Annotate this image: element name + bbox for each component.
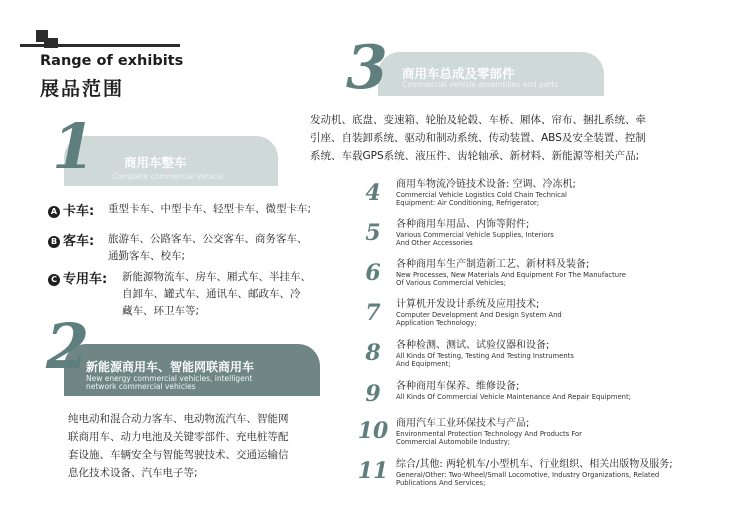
section-3-subtitle: Commercial vehicle assemblies and parts: [402, 80, 559, 89]
section-1-number: 1: [52, 110, 96, 183]
row-special-text: 新能源物流车、房车、厢式车、半挂车、 自卸车、罐式车、通讯车、邮政车、冷 藏车、环卫车等;: [122, 271, 311, 317]
item-10-number: 10: [357, 418, 389, 444]
section-1-subtitle: Complete commercial vehicle: [112, 172, 224, 181]
item-9-number: 9: [365, 381, 381, 407]
badge-a-icon: A: [48, 206, 60, 218]
section-2-number: 2: [46, 310, 90, 383]
item-9: 各种商用车保养、维修设备; All Kinds Of Commercial Vehicle Maintenance And Repair Equipment;: [396, 381, 631, 401]
section-3-title: 商用车总成及零部件: [402, 66, 515, 81]
row-truck-label: A 卡车:: [48, 200, 94, 219]
item-6: 各种商用车生产制造新工艺、新材料及装备; New Processes, New Materials And Equipment For The Manufacture Of Various Commercial Vehicles;: [396, 259, 626, 287]
item-5-number: 5: [365, 220, 381, 246]
item-10: 商用汽车工业环保技术与产品; Environmental Protection Technology And Products For Commercial Automobile Industry;: [396, 418, 582, 446]
item-11-number: 11: [357, 458, 389, 484]
item-6-number: 6: [365, 260, 381, 286]
item-8: 各种检测、测试、试验仪器和设备; All Kinds Of Testing, Testing And Testing Instruments And Equipment;: [396, 340, 574, 368]
section-2-body: 纯电动和混合动力客车、电动物流汽车、智能网 联商用车、动力电池及关键零部件、充电桩等配 套设施、车辆安全与智能驾驶技术、交通运输信 息化技术设备、汽车电子等;: [68, 413, 289, 479]
item-8-number: 8: [365, 340, 381, 366]
item-7: 计算机开发设计系统及应用技术; Computer Development And Design System And Application Technology;: [396, 299, 562, 327]
badge-c-icon: C: [48, 274, 60, 286]
section-1-title: 商用车整车: [124, 155, 187, 170]
item-5: 各种商用车用品、内饰等附件; Various Commercial Vehicle Supplies, Interiors And Other Accessories: [396, 219, 554, 247]
item-4-number: 4: [365, 180, 381, 206]
section-2-subtitle: New energy commercial vehicles, intelligent network commercial vehicles: [86, 374, 253, 391]
row-bus-text: 旅游车、公路客车、公交客车、商务客车、 通勤客车、校车;: [108, 233, 308, 262]
row-special-label: C 专用车:: [48, 268, 107, 287]
section-3-number: 3: [346, 33, 388, 103]
item-7-number: 7: [365, 300, 381, 326]
row-truck-text: 重型卡车、中型卡车、轻型卡车、微型卡车;: [108, 203, 312, 215]
section-2-title: 新能源商用车、智能网联商用车: [86, 360, 255, 374]
badge-b-icon: B: [48, 236, 60, 248]
logo-square-icon-2: [44, 38, 58, 48]
row-bus-label: B 客车:: [48, 230, 94, 249]
title-chinese: 展品范围: [40, 78, 125, 100]
item-11: 综合/其他: 两轮机车/小型机车、行业组织、相关出版物及服务; General/Other: Two-Wheel/Small Locomotive, Industry Organizations, Related Publications And Services;: [396, 459, 673, 487]
title-english: Range of exhibits: [40, 53, 184, 69]
section-3-body: 发动机、底盘、变速箱、轮胎及轮毂、车桥、厢体、帘布、捆扎系统、牵 引座、自装卸系统、驱动和制动系统、传动装置、ABS及安全装置、控制 系统、车载GPS系统、液压件、齿轮轴承、新材料、新能源等相关产品;: [310, 114, 646, 162]
item-4: 商用车物流冷链技术设备: 空调、冷冻机; Commercial Vehicle Logistics Cold Chain Technical Equipment: Air Conditioning, Refrigerator;: [396, 179, 576, 207]
